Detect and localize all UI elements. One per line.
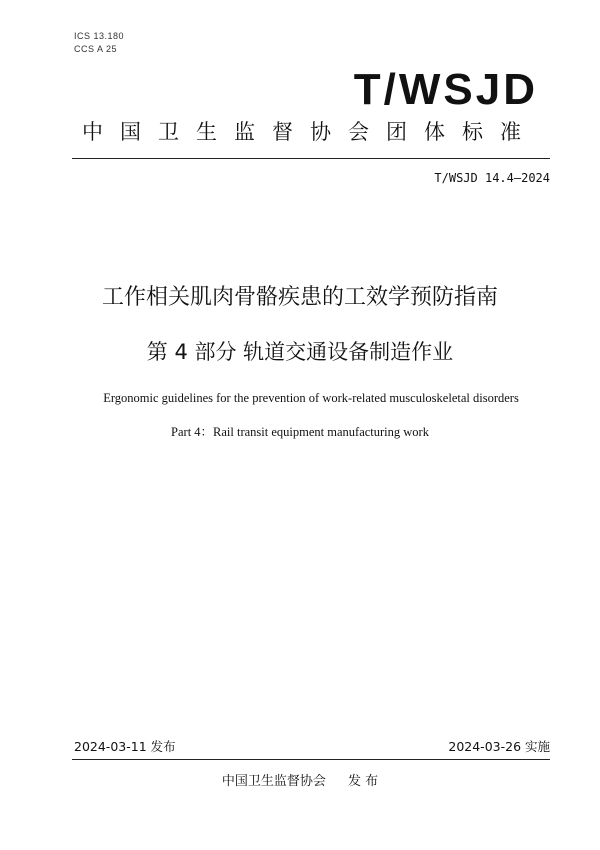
footer-divider (72, 759, 550, 760)
issuer-line (0, 773, 600, 791)
implementation-date: 2024-03-26 实施 (448, 739, 550, 754)
document-title-english: Ergonomic guidelines for the prevention of work-related musculoskeletal disorders (103, 391, 519, 405)
classification-codes (74, 30, 124, 56)
standard-number: T/WSJD 14.4—2024 (434, 171, 550, 185)
issue-date: 2024-03-11 发布 (74, 739, 176, 754)
document-title-chinese: 工作相关肌肉骨骼疾患的工效学预防指南 (101, 285, 498, 310)
ccs-code: CCS A 25 (74, 44, 118, 54)
header-divider (72, 158, 550, 159)
document-part-title-english: Part 4：Rail transit equipment manufacturing work (171, 425, 429, 439)
organization-standard-name: 中国卫生监督协会团体标准 (82, 120, 538, 144)
issuer-name: 中国卫生监督协会 (221, 774, 326, 789)
document-part-title-chinese: 第 4 部分 轨道交通设备制造作业 (146, 340, 454, 364)
organization-code: T/WSJD (353, 65, 538, 114)
issuer-action: 发 布 (347, 774, 379, 789)
ics-code: ICS 13.180 (74, 31, 125, 41)
